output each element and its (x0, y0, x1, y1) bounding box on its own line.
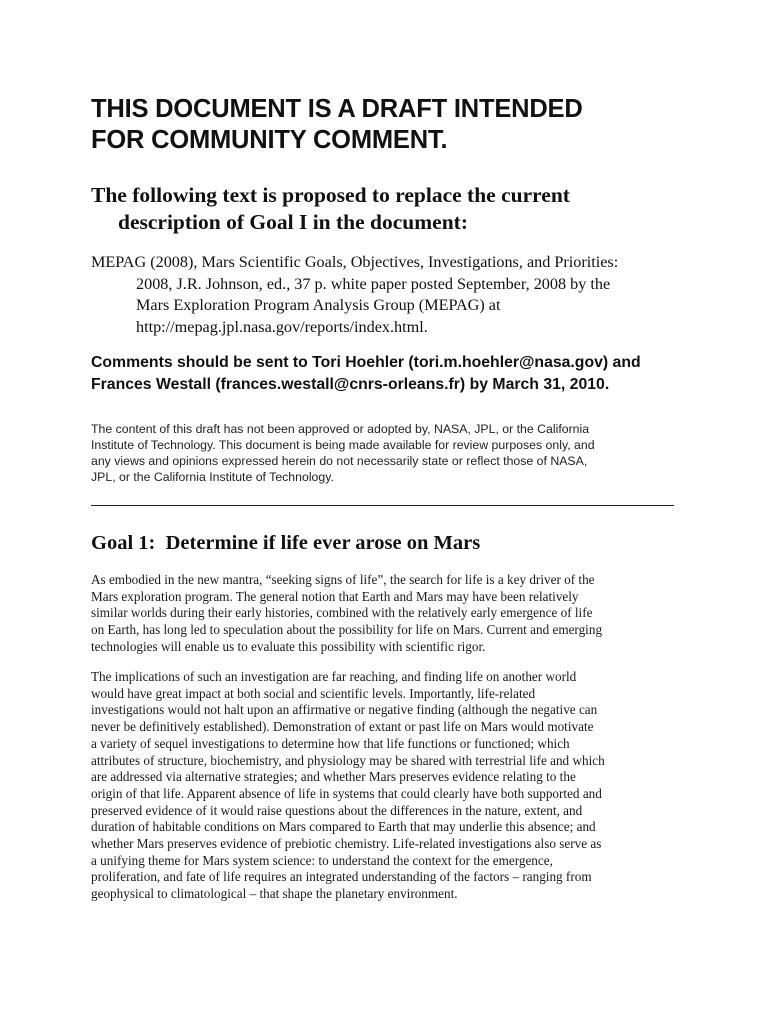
comments-line: Frances Westall (frances.westall@cnrs-orleans.fr) by March 31, 2010. (91, 376, 610, 393)
citation-link: http://mepag.jpl.nasa.gov/reports/index.html. (136, 317, 428, 336)
paragraph-line: a variety of sequel investigations to determine how that life functions or functioned; which (91, 735, 570, 751)
disclaimer-line: The content of this draft has not been approved or adopted by, NASA, JPL, or the California (91, 422, 590, 436)
draft-notice-line: FOR COMMUNITY COMMENT. (91, 126, 448, 154)
paragraph-line: on Earth, has long led to speculation about the possibility for life on Mars. Current and emerging (91, 622, 603, 638)
proposal-statement (91, 182, 691, 236)
reference-citation (91, 252, 691, 338)
paragraph-line: a unifying theme for Mars system science: to understand the context for the emergence, (91, 852, 553, 868)
draft-notice-line: THIS DOCUMENT IS A DRAFT INTENDED (91, 95, 583, 123)
paragraph-line: technologies will enable us to evaluate this possibility with scientific rigor. (91, 638, 486, 654)
paragraph-line: would have great impact at both social and scientific levels. Importantly, life-related (91, 685, 536, 701)
comments-line: Comments should be sent to Tori Hoehler (tori.m.hoehler@nasa.gov) and (91, 354, 641, 371)
paragraph-line: proliferation, and fate of life requires an integrated understanding of the factors – ranging from (91, 869, 592, 885)
disclaimer (91, 421, 691, 485)
proposal-line: The following text is proposed to replace the current (91, 183, 570, 207)
citation-line: Mars Exploration Program Analysis Group (MEPAG) at (136, 296, 501, 314)
paragraph-line: whether Mars preserves evidence of prebiotic chemistry. Life-related investigations also serve as (91, 836, 602, 852)
horizontal-divider (91, 505, 674, 506)
paragraph-line: similar worlds during their early histories, combined with the relatively early emergence of life (91, 605, 593, 621)
citation-line: MEPAG (2008), Mars Scientific Goals, Objectives, Investigations, and Priorities: (91, 253, 619, 271)
paragraph-line: preserved evidence of it would raise questions about the differences in the nature, extent, and (91, 802, 583, 818)
paragraph-line: duration of habitable conditions on Mars compared to Earth that may underlie this absence; and (91, 819, 596, 835)
paragraph-line: attributes of structure, biochemistry, and physiology may be shared with terrestrial life and which (91, 752, 605, 768)
body-paragraph (91, 572, 691, 656)
paragraph-line: The implications of such an investigation are far reaching, and finding life on another world (91, 669, 577, 684)
draft-notice-title (91, 94, 711, 156)
body-paragraph (91, 669, 691, 903)
paragraph-line: are addressed via alternative strategies; and whether Mars preserves evidence relating to the (91, 769, 576, 785)
paragraph-line: geophysical to climatological – that shape the planetary environment. (91, 886, 458, 902)
paragraph-line: Mars exploration program. The general notion that Earth and Mars may have been relatively (91, 588, 579, 604)
paragraph-line: never be definitively established). Demonstration of extant or past life on Mars would motivate (91, 719, 594, 735)
paragraph-line: As embodied in the new mantra, “seeking signs of life”, the search for life is a key driver of the (91, 572, 595, 587)
comments-contact (91, 352, 731, 396)
disclaimer-line: JPL, or the California Institute of Technology. (91, 470, 334, 484)
disclaimer-line: Institute of Technology. This document is being made available for review purposes only, and (91, 438, 595, 452)
goal-heading: Goal 1: Determine if life ever arose on Mars (91, 532, 481, 554)
paragraph-line: investigations would not halt upon an affirmative or negative finding (although the negative can (91, 702, 598, 718)
disclaimer-line: any views and opinions expressed herein do not necessarily state or reflect those of NASA, (91, 454, 588, 468)
paragraph-line: origin of that life. Apparent absence of life in systems that could clearly have both supported and (91, 785, 602, 801)
citation-line: 2008, J.R. Johnson, ed., 37 p. white paper posted September, 2008 by the (136, 274, 611, 293)
proposal-line: description of Goal I in the document: (118, 210, 468, 234)
